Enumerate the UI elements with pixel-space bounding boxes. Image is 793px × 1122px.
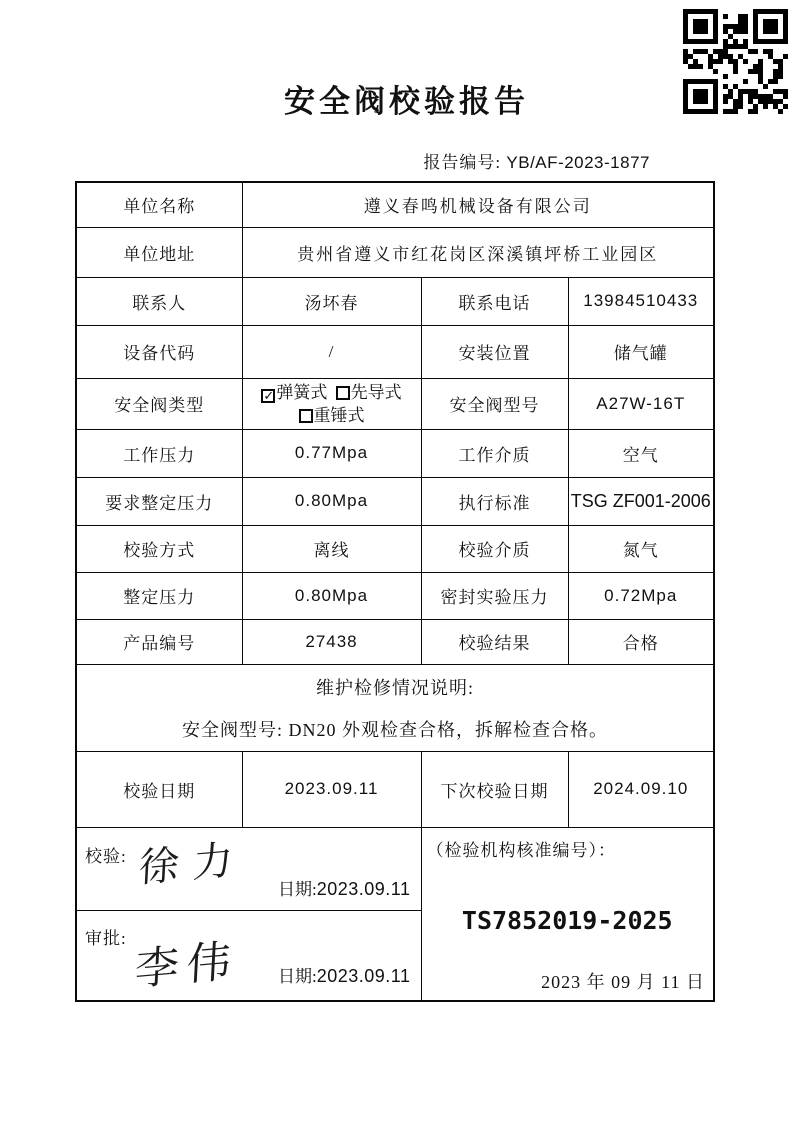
field-value: TSG ZF001-2006 bbox=[568, 477, 714, 525]
approve-signature: 李伟 bbox=[133, 935, 240, 995]
field-value: 贵州省遵义市红花岗区深溪镇坪桥工业园区 bbox=[242, 227, 714, 277]
table-row bbox=[76, 227, 714, 277]
table-row bbox=[76, 277, 714, 325]
valve-type-options bbox=[242, 378, 421, 429]
table-row bbox=[76, 477, 714, 525]
field-value: 0.80Mpa bbox=[242, 572, 421, 619]
field-value: 汤坏春 bbox=[242, 277, 421, 325]
report-number-label: 报告编号: bbox=[423, 153, 507, 172]
unchecked-checkbox-icon bbox=[299, 409, 313, 423]
field-value: 0.80Mpa bbox=[242, 477, 421, 525]
table-row bbox=[76, 429, 714, 477]
field-label: 要求整定压力 bbox=[76, 477, 242, 525]
maintenance-detail: 安全阀型号: DN20 外观检查合格，拆解检查合格。 bbox=[182, 719, 608, 740]
maintenance-cell bbox=[76, 664, 714, 751]
field-value: 储气罐 bbox=[568, 325, 714, 378]
verify-signature-cell bbox=[76, 827, 421, 910]
field-value: A27W-16T bbox=[568, 378, 714, 429]
verify-signature-row bbox=[76, 827, 714, 910]
maintenance-row bbox=[76, 664, 714, 751]
field-label: 校验方式 bbox=[76, 525, 242, 572]
approve-label: 审批: bbox=[85, 928, 127, 948]
field-value: 空气 bbox=[568, 429, 714, 477]
field-value: 2024.09.10 bbox=[568, 751, 714, 827]
verify-signature: 徐力 bbox=[137, 835, 248, 891]
field-label: 校验结果 bbox=[421, 619, 568, 664]
field-label: 安全阀型号 bbox=[421, 378, 568, 429]
field-label: 设备代码 bbox=[76, 325, 242, 378]
valve-type-line1 bbox=[245, 381, 419, 404]
field-value: 13984510433 bbox=[568, 277, 714, 325]
field-label: 产品编号 bbox=[76, 619, 242, 664]
field-label: 校验日期 bbox=[76, 751, 242, 827]
field-label: 工作介质 bbox=[421, 429, 568, 477]
certification-date: 2023 年 09 月 11 日 bbox=[541, 972, 706, 992]
field-value: 27438 bbox=[242, 619, 421, 664]
field-label: 联系电话 bbox=[421, 277, 568, 325]
dates-row bbox=[76, 751, 714, 827]
field-label: 执行标准 bbox=[421, 477, 568, 525]
table-row bbox=[76, 325, 714, 378]
checkbox-label: 弹簧式 bbox=[276, 382, 328, 402]
field-label: 下次校验日期 bbox=[421, 751, 568, 827]
report-number-value: YB/AF-2023-1877 bbox=[506, 153, 650, 172]
field-label: 单位名称 bbox=[76, 182, 242, 227]
unchecked-checkbox-icon bbox=[336, 386, 350, 400]
field-value: 2023.09.11 bbox=[242, 751, 421, 827]
field-label: 整定压力 bbox=[76, 572, 242, 619]
certification-cell bbox=[421, 827, 714, 1001]
field-label: 校验介质 bbox=[421, 525, 568, 572]
page-title: 安全阀校验报告 bbox=[284, 84, 529, 119]
field-label: 安装位置 bbox=[421, 325, 568, 378]
field-value: 遵义春鸣机械设备有限公司 bbox=[242, 182, 714, 227]
field-value: / bbox=[242, 325, 421, 378]
table-row bbox=[76, 378, 714, 429]
checkbox-option-pilot bbox=[336, 383, 402, 402]
approve-date: 日期:2023.09.11 bbox=[278, 966, 411, 986]
field-value: 氮气 bbox=[568, 525, 714, 572]
table-row bbox=[76, 619, 714, 664]
verify-date: 日期:2023.09.11 bbox=[278, 878, 411, 899]
checkbox-option-spring bbox=[261, 383, 327, 402]
field-label: 安全阀类型 bbox=[76, 378, 242, 429]
verify-label: 校验: bbox=[85, 846, 127, 866]
checked-checkbox-icon: ✓ bbox=[263, 388, 275, 404]
approve-signature-cell bbox=[76, 910, 421, 1001]
table-row bbox=[76, 525, 714, 572]
report-number-line bbox=[423, 148, 650, 173]
valve-type-line2 bbox=[245, 404, 419, 427]
field-label: 联系人 bbox=[76, 277, 242, 325]
certification-label: （检验机构核准编号）： bbox=[426, 840, 616, 860]
table-row bbox=[76, 182, 714, 227]
field-value: 离线 bbox=[242, 525, 421, 572]
checkbox-label: 重锤式 bbox=[313, 405, 365, 425]
field-value: 合格 bbox=[568, 619, 714, 664]
checkbox-option-weight bbox=[299, 406, 365, 425]
field-label: 单位地址 bbox=[76, 227, 242, 277]
field-value: 0.77Mpa bbox=[242, 429, 421, 477]
maintenance-title: 维护检修情况说明: bbox=[316, 677, 475, 698]
certification-number: TS7852019-2025 bbox=[461, 905, 673, 935]
checkbox-label: 先导式 bbox=[350, 382, 402, 402]
report-table bbox=[75, 181, 715, 1002]
field-value: 0.72Mpa bbox=[568, 572, 714, 619]
field-label: 工作压力 bbox=[76, 429, 242, 477]
field-label: 密封实验压力 bbox=[421, 572, 568, 619]
table-row bbox=[76, 572, 714, 619]
